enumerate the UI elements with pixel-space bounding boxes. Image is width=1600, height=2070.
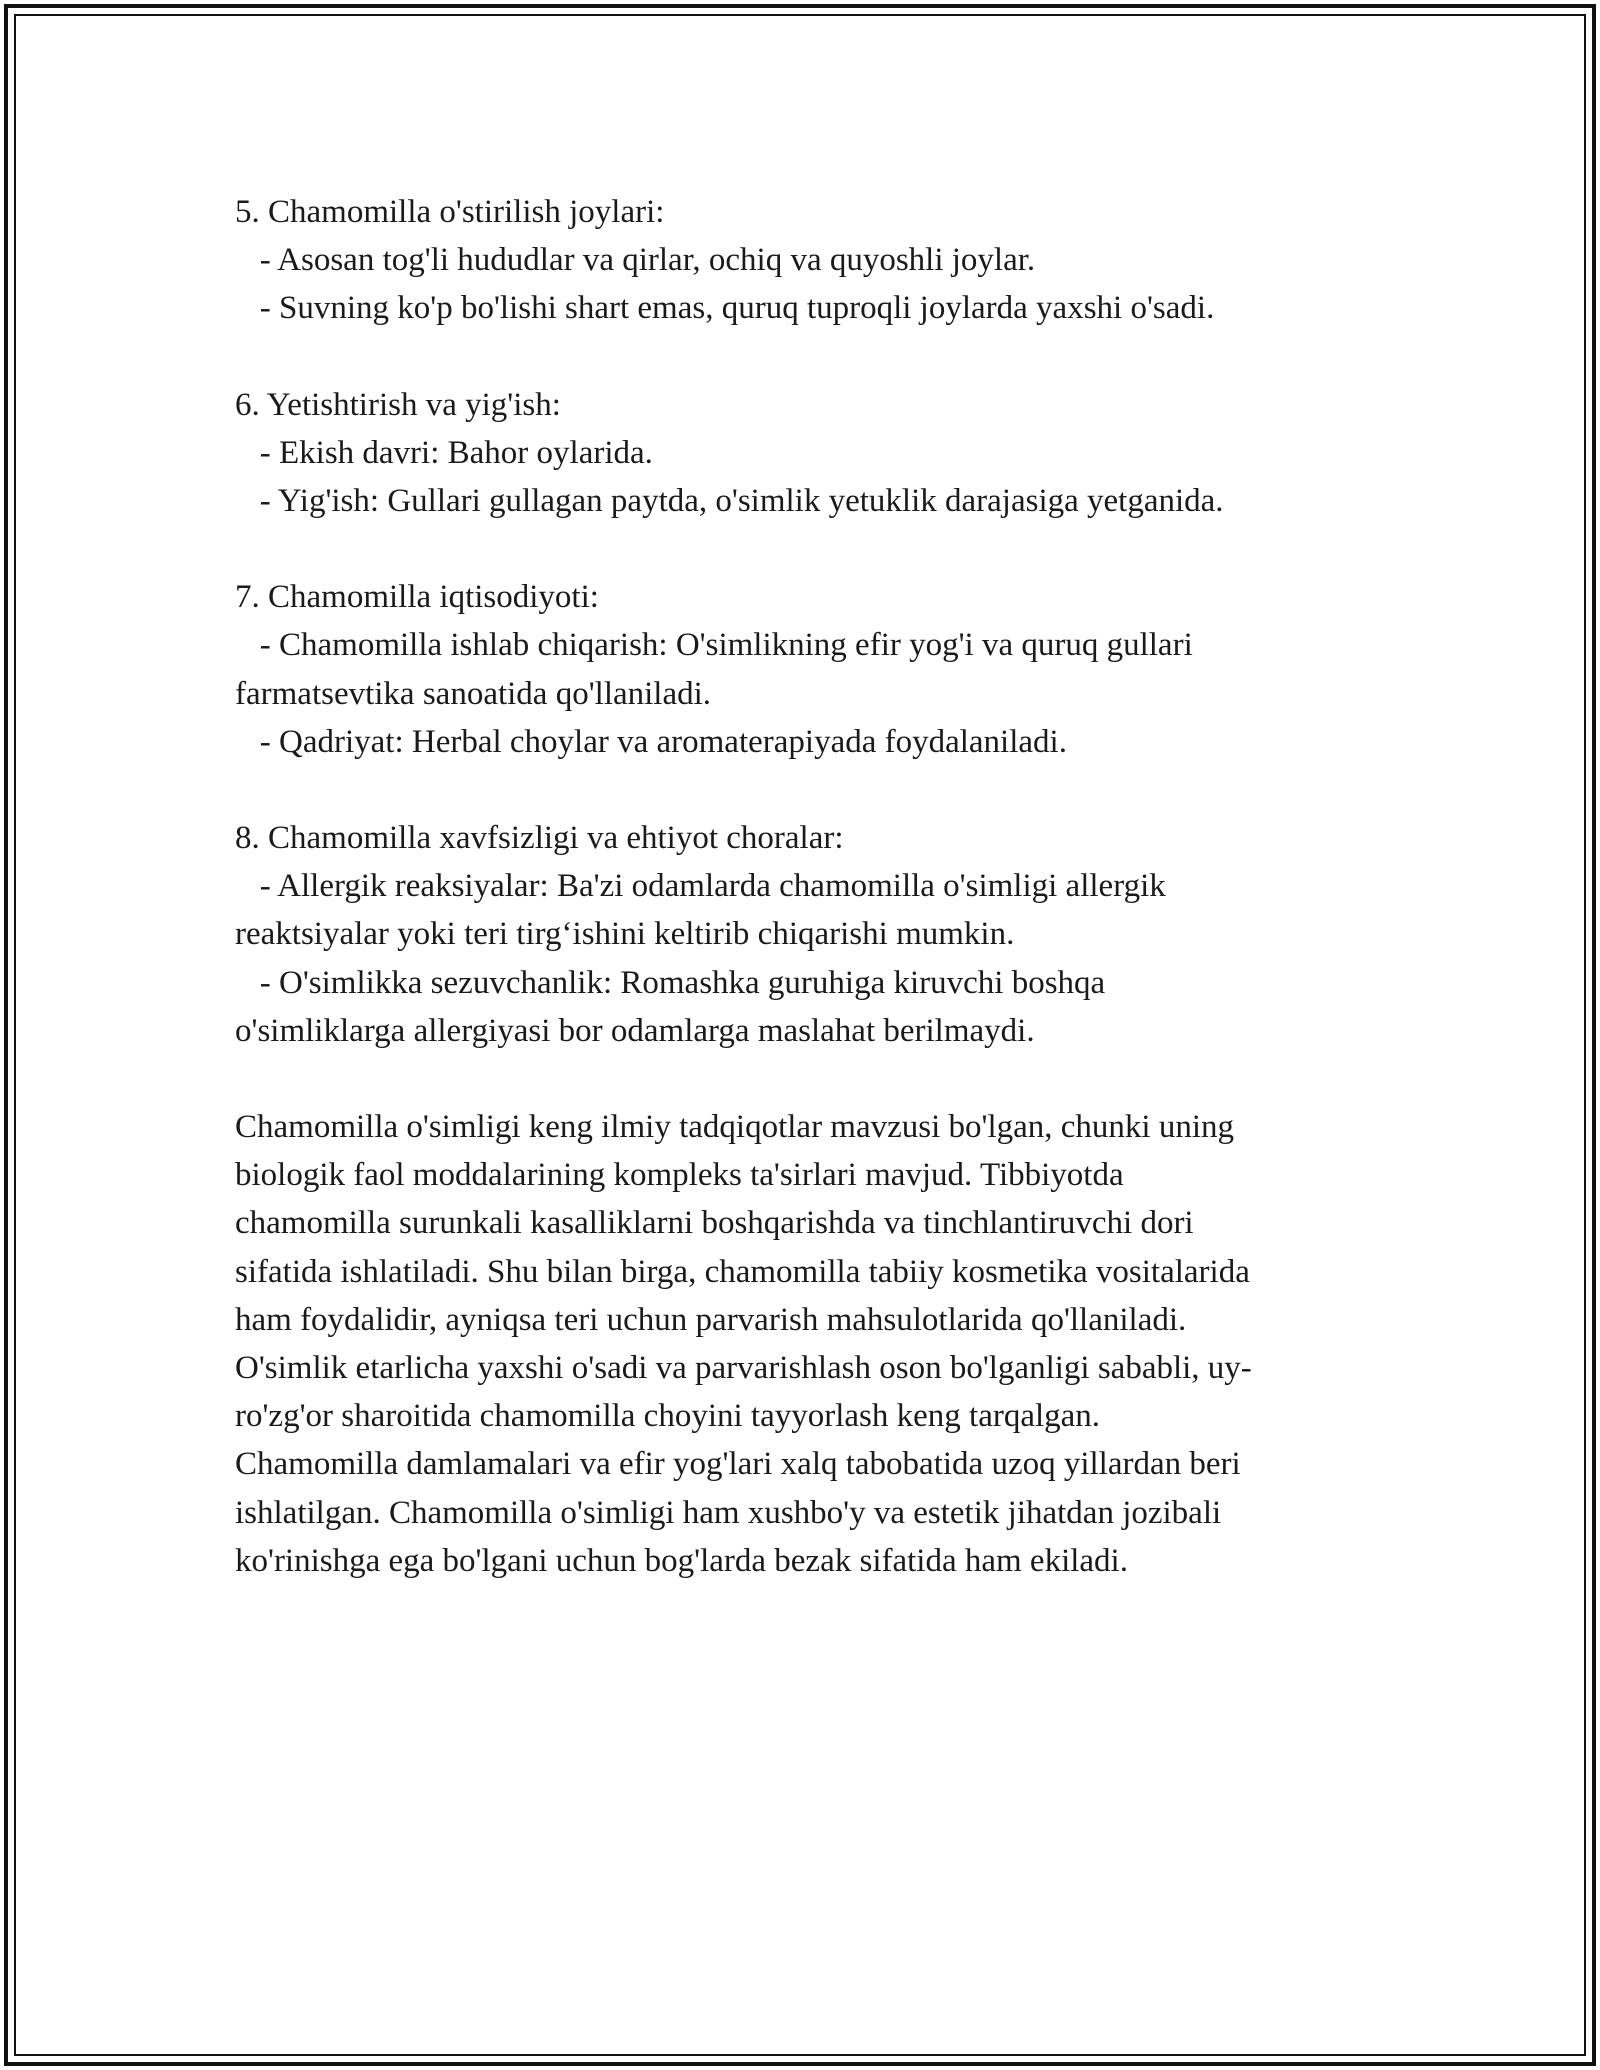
section-heading: 7. Chamomilla iqtisodiyoti: [235,579,599,616]
document-body [235,188,1375,1585]
list-item: - Qadriyat: Herbal choylar va aromaterapiyada foydalaniladi. [235,723,1067,760]
paragraph-line: O'simlik etarlicha yaxshi o'sadi va parvarishlash oson bo'lganligi sababli, uy- [235,1350,1252,1387]
section-8 [235,814,1375,1055]
section-heading: 8. Chamomilla xavfsizligi va ehtiyot choralar: [235,820,844,857]
paragraph-line: ham foydalidir, ayniqsa teri uchun parvarish mahsulotlarida qo'llaniladi. [235,1301,1187,1338]
section-5 [235,188,1375,333]
section-heading: 5. Chamomilla o'stirilish joylari: [235,194,665,230]
paragraph-line: ko'rinishga ega bo'lgani uchun bog'larda bezak sifatida ham ekiladi. [235,1542,1128,1579]
list-item-continuation: o'simliklarga allergiyasi bor odamlarga maslahat berilmaydi. [235,1012,1035,1049]
summary-paragraph [235,1103,1375,1585]
list-item: - O'simlikka sezuvchanlik: Romashka guruhiga kiruvchi boshqa [235,964,1106,1001]
section-heading: 6. Yetishtirish va yig'ish: [235,386,561,423]
list-item-continuation: farmatsevtika sanoatida qo'llaniladi. [235,675,712,712]
paragraph-line: biologik faol moddalarining kompleks ta'sirlari mavjud. Tibbiyotda [235,1157,1124,1194]
list-item: - Suvning ko'p bo'lishi shart emas, quruq tuproqli joylarda yaxshi o'sadi. [235,290,1215,327]
list-item: - Chamomilla ishlab chiqarish: O'simlikning efir yog'i va quruq gullari [235,627,1193,664]
paragraph-line: sifatida ishlatiladi. Shu bilan birga, chamomilla tabiiy kosmetika vositalarida [235,1253,1250,1290]
list-item: - Allergik reaksiyalar: Ba'zi odamlarda chamomilla o'simligi allergik [235,868,1166,905]
list-item: - Asosan tog'li hududlar va qirlar, ochiq va quyoshli joylar. [235,242,1036,279]
paragraph-line: ro'zg'or sharoitida chamomilla choyini tayyorlash keng tarqalgan. [235,1398,1101,1435]
section-6 [235,381,1375,526]
list-item-continuation: reaktsiyalar yoki teri tirg‘ishini keltirib chiqarishi mumkin. [235,916,1015,953]
paragraph-line: Chamomilla damlamalari va efir yog'lari xalq tabobatida uzoq yillardan beri [235,1446,1241,1483]
paragraph-line: ishlatilgan. Chamomilla o'simligi ham xushbo'y va estetik jihatdan jozibali [235,1494,1222,1531]
paragraph-line: chamomilla surunkali kasalliklarni boshqarishda va tinchlantiruvchi dori [235,1205,1194,1242]
list-item: - Ekish davri: Bahor oylarida. [235,434,653,471]
list-item: - Yig'ish: Gullari gullagan paytda, o'simlik yetuklik darajasiga yetganida. [235,483,1224,520]
paragraph-line: Chamomilla o'simligi keng ilmiy tadqiqotlar mavzusi bo'lgan, chunki uning [235,1109,1235,1146]
section-7 [235,573,1375,766]
